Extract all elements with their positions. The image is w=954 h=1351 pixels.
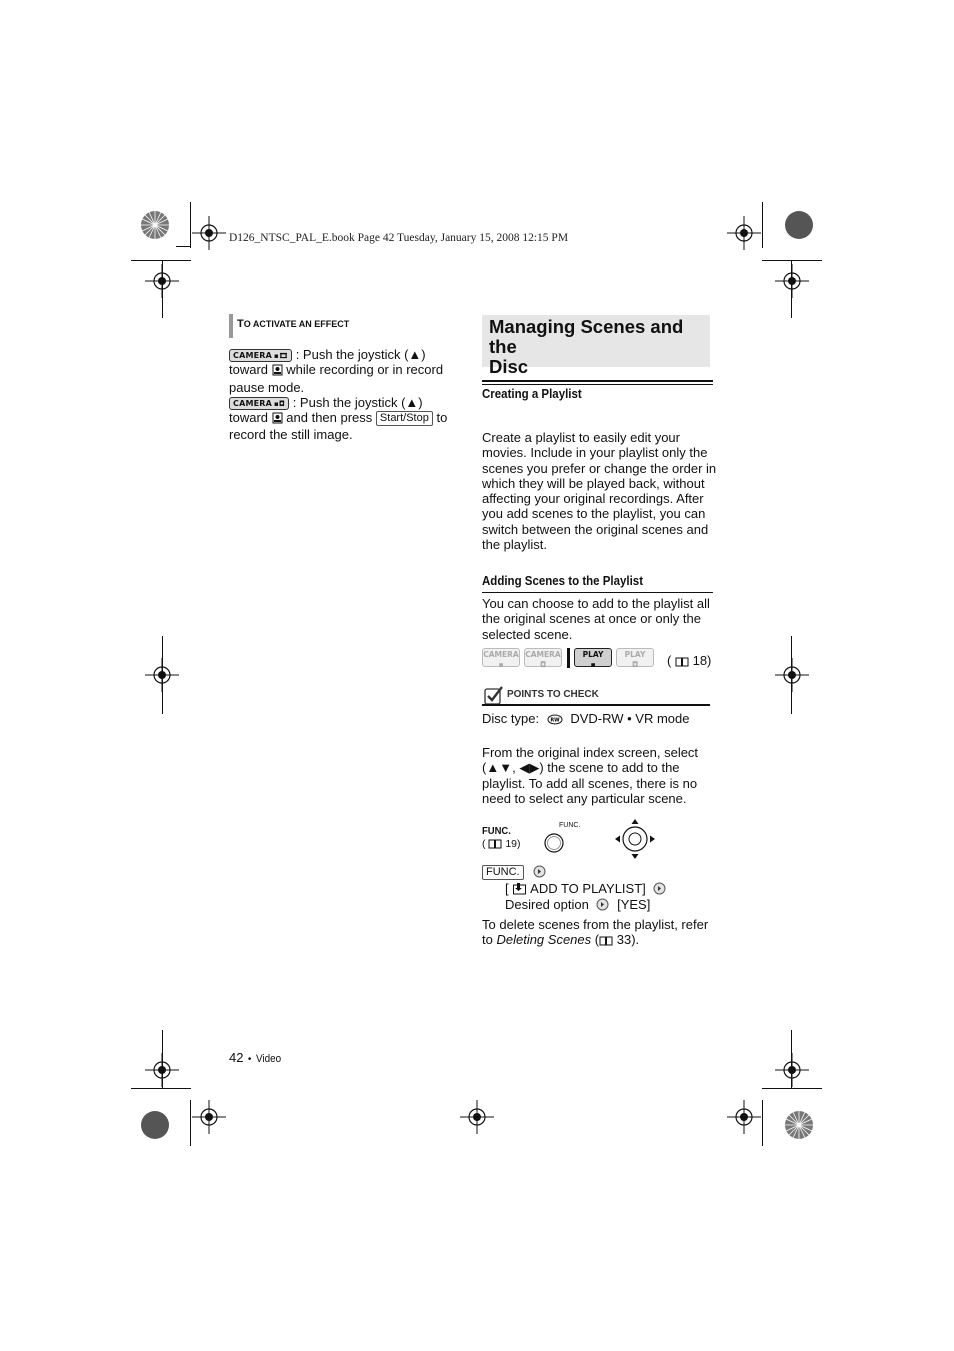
intro-paragraph: Create a playlist to easily edit your movies. Include in your playlist only the scenes you prefer or change the order in which they will be played back, without affecting your original recordings. After you add scenes to the playlist, you can switch between the original scenes and the playlist. <box>482 430 717 553</box>
joystick-up-icon: ▲ <box>405 394 419 410</box>
mode-camera-photo: CAMERA ◘ <box>525 650 561 669</box>
mode-camera-movie: CAMERA ▪ <box>483 650 519 669</box>
mode-indicator-row <box>482 648 717 670</box>
crosshair-icon <box>775 658 809 692</box>
step-desired-option: Desired option [YES] <box>505 897 650 914</box>
arrow-next-icon <box>653 882 666 898</box>
section-title-box <box>482 315 710 377</box>
step-add-to-playlist: [ ADD TO PLAYLIST] <box>505 881 666 898</box>
func-page-ref: ( 19) <box>482 838 521 850</box>
crosshair-icon <box>192 216 226 250</box>
effect-icon <box>272 412 283 427</box>
mode-divider <box>567 648 570 668</box>
func-button-label: FUNC. <box>559 822 581 829</box>
crosshair-icon <box>775 264 809 298</box>
func-button-icon <box>543 832 565 854</box>
registration-dot-icon <box>779 205 819 245</box>
arrow-next-icon <box>596 898 609 914</box>
effect-subhead: TO ACTIVATE AN EFFECT <box>237 318 350 330</box>
rule <box>482 592 713 593</box>
subhead-bar <box>229 314 233 338</box>
joystick-left-right-icon: ◀▶ <box>519 760 540 776</box>
select-paragraph: From the original index screen, select (▲▼, ◀▶) the scene to add to the playlist. To add all scenes, there is no need to select any particular scene. <box>482 745 699 806</box>
rule-double-bottom <box>482 384 713 385</box>
page-number: 42 <box>229 1050 244 1065</box>
section-title: Managing Scenes and the Disc <box>489 316 684 377</box>
page-footer: 42 • Video <box>229 1050 282 1065</box>
add-to-playlist-icon <box>512 881 527 898</box>
rule-double-top <box>482 380 713 382</box>
registration-wheel-icon <box>779 1105 819 1145</box>
checkmark-icon <box>483 684 505 706</box>
func-key: FUNC. <box>482 865 524 880</box>
effect-icon <box>272 364 283 379</box>
registration-wheel-icon <box>135 205 175 245</box>
book-icon <box>599 934 613 949</box>
crosshair-icon <box>460 1100 494 1134</box>
camera-movie-badge: CAMERA ▪🎞 <box>229 349 292 362</box>
rule <box>482 704 710 706</box>
mode-play-movie: PLAY ▪ <box>574 648 612 667</box>
disc-type: Disc type: RW DVD-RW • VR mode <box>482 711 690 728</box>
crosshair-icon <box>727 1100 761 1134</box>
crosshair-icon <box>727 216 761 250</box>
footer-section: Video <box>255 1053 282 1065</box>
crosshair-icon <box>775 1053 809 1087</box>
svg-text:RW: RW <box>550 717 560 724</box>
crosshair-icon <box>192 1100 226 1134</box>
camera-photo-badge: CAMERA ▪◘ <box>229 397 289 410</box>
delete-paragraph: To delete scenes from the playlist, refer to Deleting Scenes ( 33). <box>482 917 717 950</box>
step-func <box>482 864 546 881</box>
arrow-next-icon <box>533 865 546 881</box>
joystick-up-icon: ▲ <box>408 347 422 362</box>
print-header: D126_NTSC_PAL_E.book Page 42 Tuesday, January 15, 2008 12:15 PM <box>229 232 569 244</box>
page-ref-18: ( 18) <box>667 653 711 670</box>
mode-play-photo: PLAY ◘ <box>616 648 654 667</box>
book-icon <box>675 655 689 670</box>
adding-paragraph: You can choose to add to the playlist all the original scenes at once or only the selected scene. <box>482 596 710 642</box>
adding-scenes-title: Adding Scenes to the Playlist <box>482 574 644 588</box>
func-label: FUNC. <box>482 825 511 837</box>
joystick-icon <box>615 818 655 860</box>
start-stop-key: Start/Stop <box>376 411 433 426</box>
disc-rw-icon <box>547 713 563 728</box>
registration-dot-icon <box>135 1105 175 1145</box>
creating-playlist-title: Creating a Playlist <box>482 387 582 401</box>
book-icon <box>488 839 502 852</box>
effect-instructions: CAMERA ▪🎞 : Push the joystick (▲) toward while recording or in record pause mode. CAMERA ▪◘ : Push the joystick (▲) toward and then press Start/Stop to record the still image. <box>229 347 448 443</box>
joystick-up-down-icon: ▲▼ <box>486 760 513 776</box>
